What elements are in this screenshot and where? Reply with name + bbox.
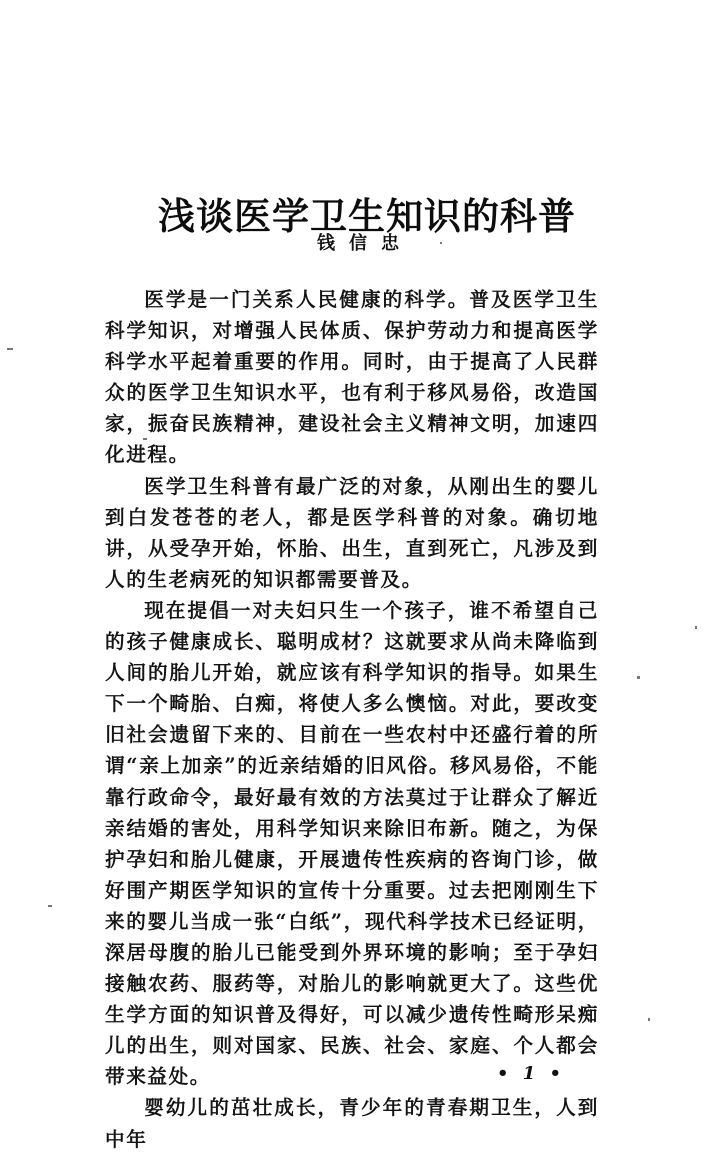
scan-speck <box>7 348 13 350</box>
article-author: 钱信忠 <box>317 233 413 254</box>
scan-speck <box>440 242 442 244</box>
scan-speck <box>648 1018 650 1021</box>
paragraph: 医学是一门关系人民健康的科学。普及医学卫生科学知识，对增强人民体质、保护劳动力和提高医学科学水平起着重要的作用。同时，由于提高了人民群众的医学卫生知识水平，也有利于移风易俗，改造国家，振奋民族精神，建设社会主义精神文明，加速四化进程。 <box>105 288 599 467</box>
article-title: 浅谈医学卫生知识的科普 <box>158 194 576 238</box>
page-number: • 1 • <box>496 1063 566 1084</box>
scan-speck <box>637 676 640 679</box>
article-body <box>105 284 599 1155</box>
scan-speck <box>143 438 147 440</box>
paragraph: 医学卫生科普有最广泛的对象，从刚出生的婴儿到白发苍苍的老人，都是医学科普的对象。确切地讲，从受孕开始，怀胎、出生，直到死亡，凡涉及到人的生老病死的知识都需要普及。 <box>105 474 599 591</box>
paragraph: 婴幼儿的茁壮成长，青少年的青春期卫生，人到中年 <box>105 1096 599 1151</box>
scan-speck <box>695 626 697 629</box>
paragraph: 现在提倡一对夫妇只生一个孩子，谁不希望自己的孩子健康成长、聪明成材？这就要求从尚未降临到人间的胎儿开始，就应该有科学知识的指导。如果生下一个畸胎、白痴，将使人多么懊恼。对此，要改变旧社会遗留下来的、目前在一些农村中还盛行着的所谓“亲上加亲”的近亲结婚的旧风俗。移风易俗，不能靠行政命令，最好最有效的方法莫过于让群众了解近亲结婚的害处，用科学知识来除旧布新。随之，为保护孕妇和胎儿健康，开展遗传性疾病的咨询门诊，做好围产期医学知识的宣传十分重要。过去把刚刚生下来的婴儿当成一张“白纸”，现代科学技术已经证明，深居母腹的胎儿已能受到外界环境的影响；至于孕妇接触农药、服药等，对胎儿的影响就更大了。这些优生学方面的知识普及得好，可以减少遗传性畸形呆痴儿的出生，则对国家、民族、社会、家庭、个人都会带来益处。 <box>105 598 599 1089</box>
scan-speck <box>48 905 52 907</box>
